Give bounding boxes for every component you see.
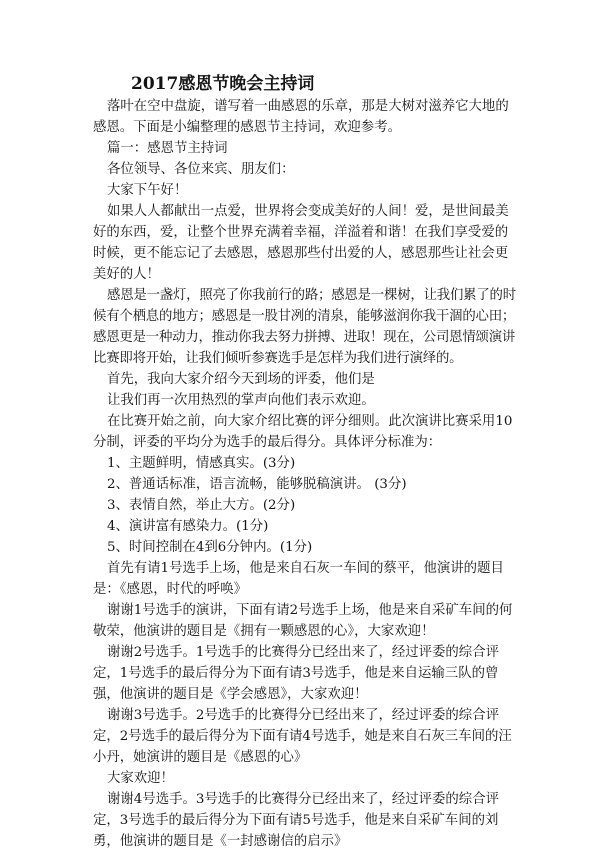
paragraph-intro: 落叶在空中盘旋，谱写着一曲感恩的乐章，那是大树对滋养它大地的感恩。下面是小编整理的感恩节主持词，欢迎参考。 xyxy=(93,99,509,135)
paragraph-contestant-4: 谢谢3号选手。2号选手的比赛得分已经出来了，经过评委的综合评定，2号选手的最后得分为下面有请4号选手，她是来自石灰三车间的汪小丹，她演讲的题目是《感恩的心》 xyxy=(93,708,512,765)
paragraph-scoring-rules: 在比赛开始之前，向大家介绍比赛的评分细则。此次演讲比赛采用10分制，评委的平均分为选手的最后得分。具体评分标准为： xyxy=(93,414,513,450)
scoring-criterion-2: 2、普通话标准，语言流畅，能够脱稿演讲。 (3分) xyxy=(107,477,407,492)
scoring-criterion-5: 5、时间控制在4到6分钟内。(1分) xyxy=(107,540,313,555)
paragraph-gratitude: 感恩是一盏灯，照亮了你我前行的路；感恩是一棵树，让我们累了的时候有个栖息的地方；感恩是一股甘冽的清泉，能够滋润你我干涸的心田；感恩更是一种动力，推动你我去努力拼搏、进取！现在，公司恩情颂演讲比赛即将开始，让我们倾听参赛选手是怎样为我们进行演绎的。 xyxy=(93,288,516,366)
paragraph-greeting: 各位领导、各位来宾、朋友们： xyxy=(107,162,295,177)
scoring-criterion-4: 4、演讲富有感染力。(1分) xyxy=(107,519,269,534)
paragraph-welcome: 大家欢迎！ xyxy=(107,771,174,786)
scoring-criterion-3: 3、表情自然，举止大方。(2分) xyxy=(107,498,296,513)
paragraph-contestant-2: 谢谢1号选手的演讲，下面有请2号选手上场，他是来自采矿车间的何敬荣，他演讲的题目是《拥有一颗感恩的心》，大家欢迎！ xyxy=(93,603,513,639)
document-title: 2017感恩节晚会主持词 xyxy=(131,74,315,94)
document-body xyxy=(93,96,520,852)
paragraph-contestant-1: 首先有请1号选手上场，他是来自石灰一车间的蔡平，他演讲的题目是：《感恩，时代的呼唤》 xyxy=(93,561,504,597)
paragraph-contestant-5: 谢谢4号选手。3号选手的比赛得分已经出来了，经过评委的综合评定，3号选手的最后得分为下面有请5号选手，他是来自采矿车间的刘勇，他演讲的题目是《一封感谢信的启示》 xyxy=(93,792,499,849)
paragraph-love: 如果人人都献出一点爱，世界将会变成美好的人间！爱，是世间最美好的东西，爱，让整个世界充满着幸福，洋溢着和谐！在我们享受爱的时候，更不能忘记了去感恩，感恩那些付出爱的人，感恩那些让社会更美好的人！ xyxy=(93,204,509,282)
paragraph-contestant-3: 谢谢2号选手。1号选手的比赛得分已经出来了，经过评委的综合评定，1号选手的最后得分为下面有请3号选手，他是来自运输三队的曾强，他演讲的题目是《学会感恩》，大家欢迎！ xyxy=(93,645,499,702)
paragraph-judges-intro: 首先，我向大家介绍今天到场的评委，他们是 xyxy=(107,372,375,387)
paragraph-section-heading: 篇一：感恩节主持词 xyxy=(107,141,228,156)
paragraph-good-afternoon: 大家下午好！ xyxy=(107,183,188,198)
paragraph-applause: 让我们再一次用热烈的掌声向他们表示欢迎。 xyxy=(107,393,375,408)
scoring-criterion-1: 1、主题鲜明，情感真实。(3分) xyxy=(107,456,296,471)
